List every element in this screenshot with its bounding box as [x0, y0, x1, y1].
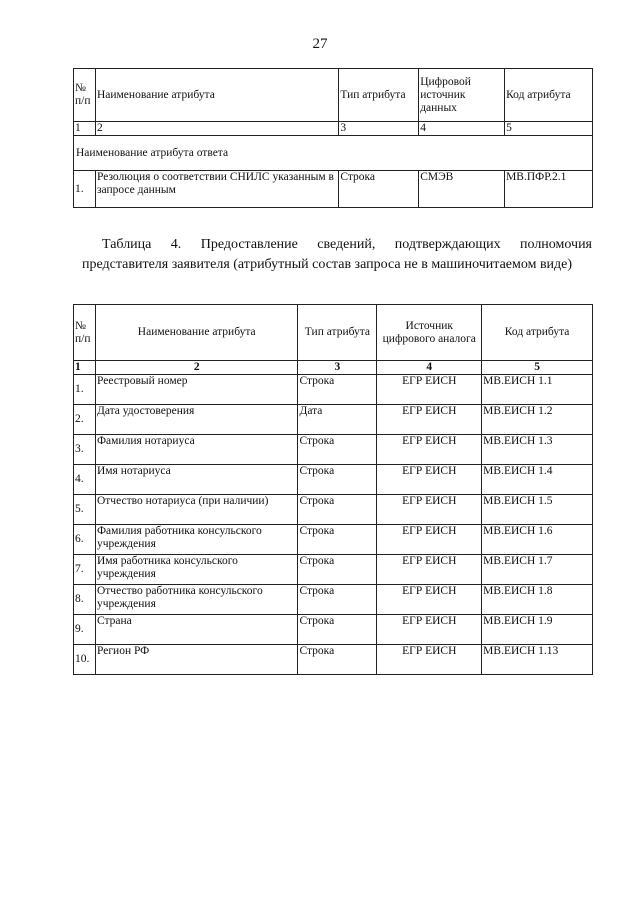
attribute-code: МВ.ЕИСН 1.3 — [482, 435, 593, 465]
attribute-type: Строка — [298, 555, 377, 585]
attribute-type: Строка — [298, 375, 377, 405]
header-cell-type: Тип атрибута — [339, 69, 419, 122]
row-number: 6. — [74, 525, 96, 555]
column-number: 5 — [505, 122, 593, 136]
attribute-name: Отчество нотариуса (при наличии) — [95, 495, 298, 525]
attribute-name: Имя работника консульского учреждения — [95, 555, 298, 585]
column-number: 4 — [419, 122, 505, 136]
column-number: 2 — [95, 361, 298, 375]
attribute-code: МВ.ЕИСН 1.8 — [482, 585, 593, 615]
column-number-row — [74, 361, 593, 375]
attribute-source: СМЭВ — [419, 171, 505, 208]
attribute-source: ЕГР ЕИСН — [377, 645, 482, 675]
attribute-type: Строка — [298, 585, 377, 615]
attribute-code: МВ.ЕИСН 1.2 — [482, 405, 593, 435]
attribute-type: Строка — [339, 171, 419, 208]
attribute-code: МВ.ЕИСН 1.13 — [482, 645, 593, 675]
table-4 — [73, 304, 593, 675]
row-number: 8. — [74, 585, 96, 615]
attribute-name: Фамилия работника консульского учреждения — [95, 525, 298, 555]
table-row — [74, 525, 593, 555]
attribute-source: ЕГР ЕИСН — [377, 405, 482, 435]
column-number: 2 — [95, 122, 338, 136]
header-cell-source: Источник цифрового аналога — [377, 305, 482, 361]
attribute-source: ЕГР ЕИСН — [377, 585, 482, 615]
table-row — [74, 171, 593, 208]
attribute-name: Реестровый номер — [95, 375, 298, 405]
header-cell-type: Тип атрибута — [298, 305, 377, 361]
attribute-name: Страна — [95, 615, 298, 645]
table-row — [74, 555, 593, 585]
table-row — [74, 495, 593, 525]
header-cell-name: Наименование атрибута — [95, 69, 338, 122]
section-row — [74, 136, 593, 171]
column-number-row — [74, 122, 593, 136]
table-4-caption: Таблица 4. Предоставление сведений, подтверждающих полномочия представителя заявителя (атрибутный состав запроса не в машиночитаемом виде) — [82, 237, 592, 272]
column-number: 1 — [74, 122, 96, 136]
header-cell-source: Цифровой источник данных — [419, 69, 505, 122]
attribute-code: МВ.ЕИСН 1.9 — [482, 615, 593, 645]
column-number: 5 — [482, 361, 593, 375]
attribute-type: Строка — [298, 525, 377, 555]
table-row — [74, 585, 593, 615]
table-row — [74, 615, 593, 645]
attribute-code: МВ.ЕИСН 1.1 — [482, 375, 593, 405]
attribute-source: ЕГР ЕИСН — [377, 435, 482, 465]
column-number: 1 — [74, 361, 96, 375]
header-cell-code: Код атрибута — [482, 305, 593, 361]
attribute-code: МВ.ЕИСН 1.5 — [482, 495, 593, 525]
header-cell-number: № п/п — [74, 69, 96, 122]
column-number: 3 — [339, 122, 419, 136]
attribute-source: ЕГР ЕИСН — [377, 555, 482, 585]
table-row — [74, 645, 593, 675]
row-number: 1. — [74, 375, 96, 405]
row-number: 3. — [74, 435, 96, 465]
row-number: 1. — [74, 171, 96, 208]
row-number: 5. — [74, 495, 96, 525]
table-row — [74, 375, 593, 405]
row-number: 10. — [74, 645, 96, 675]
attribute-type: Строка — [298, 495, 377, 525]
attribute-name: Отчество работника консульского учреждения — [95, 585, 298, 615]
header-cell-name: Наименование атрибута — [95, 305, 298, 361]
section-title: Наименование атрибута ответа — [74, 136, 593, 171]
attribute-name: Дата удостоверения — [95, 405, 298, 435]
table-header-row — [74, 69, 593, 122]
attribute-type: Строка — [298, 645, 377, 675]
attribute-type: Строка — [298, 615, 377, 645]
attribute-type: Строка — [298, 435, 377, 465]
attribute-source: ЕГР ЕИСН — [377, 615, 482, 645]
header-cell-number: № п/п — [74, 305, 96, 361]
table-3 — [73, 68, 593, 208]
attribute-code: МВ.ЕИСН 1.6 — [482, 525, 593, 555]
page-number: 27 — [312, 36, 328, 52]
attribute-name: Регион РФ — [95, 645, 298, 675]
header-cell-code: Код атрибута — [505, 69, 593, 122]
table-row — [74, 405, 593, 435]
row-number: 9. — [74, 615, 96, 645]
column-number: 3 — [298, 361, 377, 375]
attribute-type: Строка — [298, 465, 377, 495]
attribute-source: ЕГР ЕИСН — [377, 495, 482, 525]
attribute-name: Имя нотариуса — [95, 465, 298, 495]
column-number: 4 — [377, 361, 482, 375]
attribute-name: Фамилия нотариуса — [95, 435, 298, 465]
row-number: 2. — [74, 405, 96, 435]
attribute-source: ЕГР ЕИСН — [377, 465, 482, 495]
row-number: 4. — [74, 465, 96, 495]
table-row — [74, 465, 593, 495]
row-number: 7. — [74, 555, 96, 585]
attribute-source: ЕГР ЕИСН — [377, 375, 482, 405]
attribute-source: ЕГР ЕИСН — [377, 525, 482, 555]
attribute-code: МВ.ПФР.2.1 — [505, 171, 593, 208]
table-row — [74, 435, 593, 465]
table-header-row — [74, 305, 593, 361]
attribute-type: Дата — [298, 405, 377, 435]
attribute-code: МВ.ЕИСН 1.4 — [482, 465, 593, 495]
attribute-name: Резолюция о соответствии СНИЛС указанным в запросе данным — [95, 171, 338, 208]
attribute-code: МВ.ЕИСН 1.7 — [482, 555, 593, 585]
